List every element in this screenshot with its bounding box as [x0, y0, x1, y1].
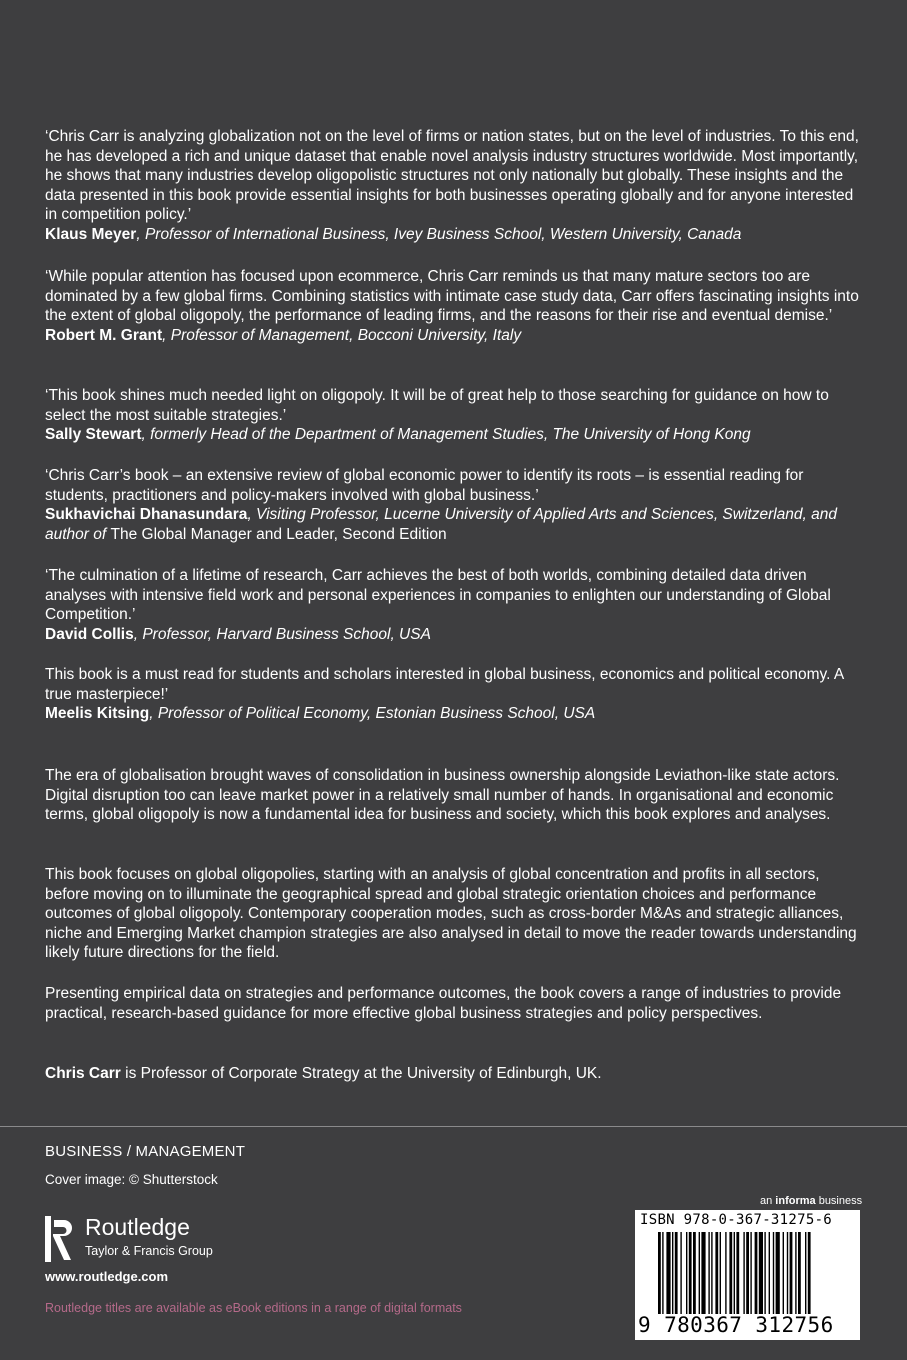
author-bio-text: is Professor of Corporate Strategy at the University of Edinburgh, UK. — [120, 1065, 602, 1082]
isbn-digits: 9 780367 312756 — [638, 1313, 834, 1337]
endorser-name: Meelis Kitsing — [45, 705, 150, 722]
informa-tagline — [760, 1195, 862, 1207]
isbn-label: ISBN 978-0-367-31275-6 — [640, 1212, 833, 1228]
endorsement — [45, 566, 863, 644]
endorser-book-title: The Global Manager and Leader, Second Edition — [110, 525, 447, 543]
tagline-prefix: an — [760, 1195, 776, 1207]
description-paragraph: The era of globalisation brought waves of consolidation in business ownership alongside Leviathon-like state actors. Digital disruption too can leave market power in a relatively small number of hands. In organisational and economic terms, global oligopoly is now a fundamental idea for business and society, which this book explores and analyses. — [45, 767, 840, 823]
description-paragraph: This book focuses on global oligopolies, starting with an analysis of global concentration and profits in all sectors, before moving on to illuminate the geographical spread and global strategic orientation choices and performance outcomes of global oligopoly. Contemporary cooperation modes, such as cross-border M&As and strategic alliances, niche and Emerging Market champion strategies are also analysed in detail to move the reader towards understanding likely future directions for the field. — [45, 866, 857, 961]
endorser-title: , Professor of Management, Bocconi University, Italy — [162, 326, 522, 344]
author-name: Chris Carr — [45, 1065, 121, 1082]
endorser-name: Sukhavichai Dhanasundara — [45, 506, 248, 523]
endorsement-attribution — [45, 505, 863, 544]
ebook-note: Routledge titles are available as eBook editions in a range of digital formats — [45, 1301, 462, 1315]
endorsement — [45, 127, 863, 244]
endorser-title: , formerly Head of the Department of Management Studies, The University of Hong Kong — [141, 426, 751, 443]
endorsement — [45, 386, 863, 445]
endorsement-attribution — [45, 625, 863, 645]
endorsement-quote: This book is a must read for students and scholars interested in global business, economics and political economy. A true masterpiece!’ — [45, 666, 844, 703]
endorsement-quote: ‘Chris Carr’s book – an extensive review of global economic power to identify its roots – is essential reading for students, practitioners and policy-makers involved with global business.’ — [45, 467, 804, 504]
tagline-suffix: business — [815, 1195, 863, 1207]
endorsement-quote: ‘This book shines much needed light on oligopoly. It will be of great help to those searching for guidance on how to select the most suitable strategies.’ — [45, 387, 829, 424]
publisher-logo — [45, 1214, 245, 1264]
endorsement-attribution — [45, 225, 863, 245]
endorser-name: Sally Stewart — [45, 426, 142, 443]
endorsement-attribution — [45, 704, 863, 724]
cover-credit: Cover image: © Shutterstock — [45, 1172, 218, 1187]
endorsement — [45, 665, 863, 724]
endorsement — [45, 267, 863, 345]
endorsement-attribution — [45, 425, 863, 445]
endorsement-attribution — [45, 326, 863, 346]
barcode-icon — [658, 1232, 854, 1314]
endorser-name: David Collis — [45, 625, 134, 643]
description-paragraph: Presenting empirical data on strategies and performance outcomes, the book covers a range of industries to provide practical, research-based guidance for more effective global business strategies and policy perspectives. — [45, 985, 842, 1022]
tagline-brand: informa — [775, 1195, 816, 1207]
endorsement — [45, 466, 863, 544]
footer-divider — [0, 1126, 907, 1127]
publisher-subtitle: Taylor & Francis Group — [85, 1244, 213, 1258]
endorsement-quote: ‘The culmination of a lifetime of research, Carr achieves the best of both worlds, combining detailed data driven analyses with intensive field work and personal experiences in companies to enlighten our understanding of Global Competition.’ — [45, 567, 831, 623]
endorser-title: , Visiting Professor, Lucerne University of Applied Arts and Sciences, Switzerland, and author of — [45, 506, 838, 543]
endorser-name: Robert M. Grant — [45, 326, 163, 344]
endorsement-quote: ‘While popular attention has focused upon ecommerce, Chris Carr reminds us that many mature sectors too are dominated by a few global firms. Combining statistics with intimate case study data, Carr offers fascinating insights into the extent of global oligopoly, the performance of leading firms, and the reasons for their rise and eventual demise.’ — [45, 268, 859, 324]
subject-category: BUSINESS / MANAGEMENT — [45, 1143, 246, 1160]
publisher-website[interactable]: www.routledge.com — [45, 1269, 169, 1284]
routledge-logo-icon — [45, 1214, 73, 1264]
publisher-name: Routledge — [85, 1214, 190, 1240]
endorser-title: , Professor of International Business, Ivey Business School, Western University, Canada — [136, 225, 742, 243]
endorser-name: Klaus Meyer — [45, 225, 137, 243]
endorser-title: , Professor of Political Economy, Estonian Business School, USA — [149, 705, 596, 722]
endorser-title: , Professor, Harvard Business School, USA — [133, 625, 431, 643]
author-bio — [45, 1064, 863, 1084]
endorsement-quote: ‘Chris Carr is analyzing globalization not on the level of firms or nation states, but on the level of industries. To this end, he has developed a rich and unique dataset that enable novel analysis industry structures worldwide. Most importantly, he shows that many industries develop oligopolistic structures not only nationally but globally. These insights and the data presented in this book provide essential insights for both businesses operating globally and for anyone interested in competition policy.’ — [45, 128, 859, 223]
